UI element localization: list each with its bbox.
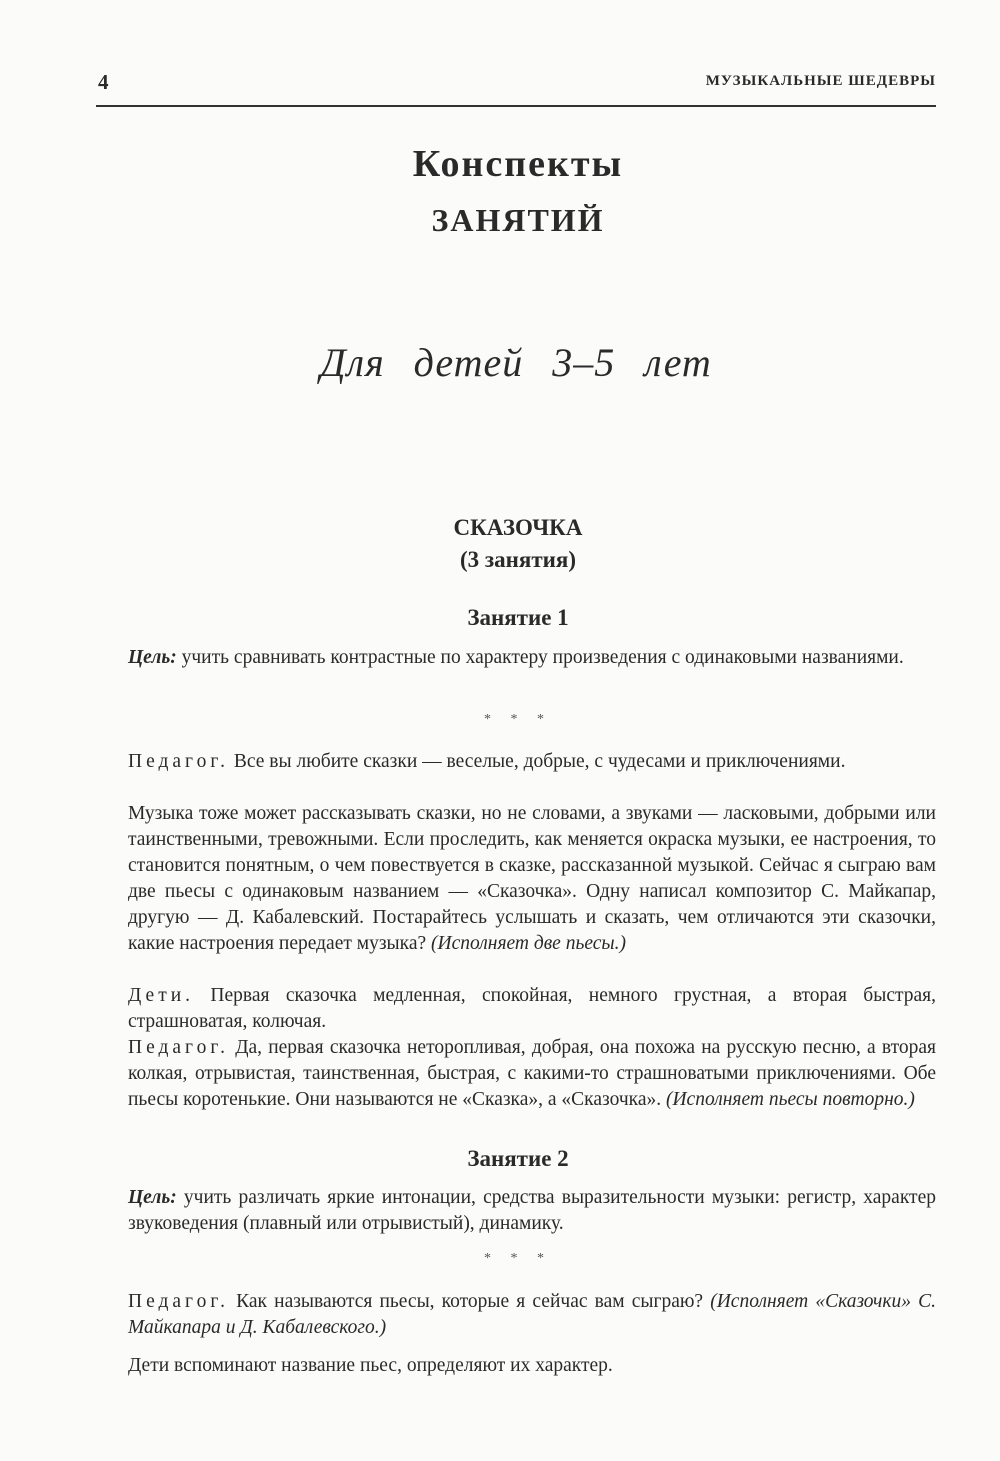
book-title: МУЗЫКАЛЬНЫЕ ШЕДЕВРЫ — [705, 73, 936, 89]
chapter-title-line1: Конспекты — [412, 143, 624, 185]
dialogue-text: Да, первая сказочка неторопливая, добрая, она похожа на русскую песню, а вторая колкая, отрывистая, таинственная, быстрая, с какими-то страшноватыми приключениями. Обе пьесы коротенькие. Они называются не «Сказка», а «Сказочка». — [128, 1037, 936, 1110]
lesson-1-title: Занятие 1 — [467, 605, 569, 630]
speaker-label: Педагог. — [128, 751, 229, 772]
dialogue-paragraph — [128, 801, 936, 957]
goal-text: учить сравнивать контрастные по характеру произведения с одинаковыми названиями. — [176, 647, 904, 668]
lesson-2-title: Занятие 2 — [467, 1146, 569, 1171]
section-separator: * * * — [484, 712, 552, 727]
section-subtitle: (3 занятия) — [460, 547, 576, 572]
speaker-label: Педагог. — [128, 1037, 229, 1058]
chapter-title — [0, 136, 1000, 248]
section-heading — [0, 512, 1000, 576]
dialogue-text: Все вы любите сказки — веселые, добрые, с чудесами и приключениями. — [229, 751, 846, 772]
dialogue-text: Первая сказочка медленная, спокойная, немного грустная, а вторая быстрая, страшноватая, колючая. — [128, 985, 936, 1032]
dialogue-paragraph — [128, 1035, 936, 1113]
narration-paragraph: Дети вспоминают название пьес, определяют их характер. — [128, 1355, 613, 1376]
dialogue-paragraph — [128, 749, 936, 775]
stage-direction: (Исполняет пьесы повторно.) — [661, 1089, 915, 1110]
running-header — [98, 70, 936, 96]
dialogue-text: Музыка тоже может рассказывать сказки, но не словами, а звуками — ласковыми, добрыми или таинственными, тревожными. Если проследить, как меняется окраска музыки, ее настроения, то становится понятным, о чем повествуется в сказке, рассказанной музыкой. Сейчас я сыграю вам две пьесы с одинаковым названием — «Сказочка». Одну написал композитор С. Майкапар, другую — Д. Кабалевский. Постарайтесь услышать и сказать, чем отличаются эти сказочки, какие настроения передает музыка? — [128, 803, 936, 954]
dialogue-text: Как называются пьесы, которые я сейчас вам сыграю? — [229, 1291, 704, 1312]
section-separator: * * * — [484, 1251, 552, 1266]
age-group-subtitle: Для детей 3–5 лет — [320, 340, 712, 385]
stage-direction: (Исполняет две пьесы.) — [426, 933, 626, 954]
header-divider — [96, 105, 936, 107]
lesson-2-goal — [128, 1185, 936, 1237]
goal-label: Цель: — [128, 647, 177, 668]
speaker-label: Педагог. — [128, 1291, 229, 1312]
chapter-title-line2: ЗАНЯТИЙ — [431, 202, 605, 238]
dialogue-paragraph — [128, 983, 936, 1035]
dialogue-paragraph — [128, 1289, 936, 1341]
page-number: 4 — [98, 70, 109, 94]
speaker-label: Дети. — [128, 985, 195, 1006]
stage-direction: (Исполняет «Сказочки» С. Майкапара и Д. Кабалевского.) — [128, 1291, 936, 1338]
section-title: СКАЗОЧКА — [453, 515, 583, 540]
goal-text: учить различать яркие интонации, средства выразительности музыки: регистр, характер звуковедения (плавный или отрывистый), динамику. — [128, 1187, 936, 1234]
goal-label: Цель: — [128, 1187, 177, 1208]
lesson-1-goal — [128, 645, 936, 671]
